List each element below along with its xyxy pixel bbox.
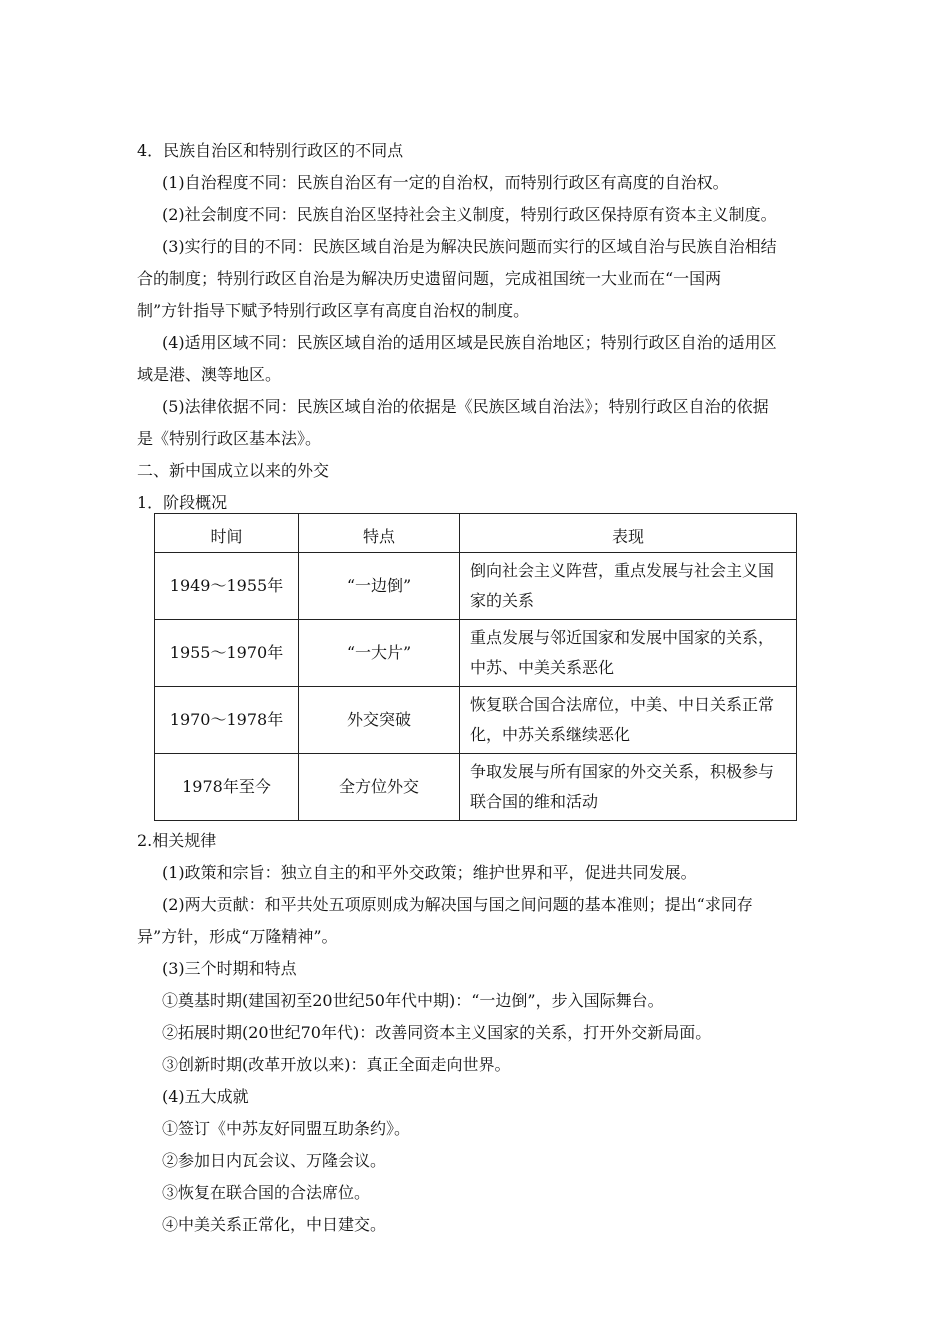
- paragraph-line: 是《特别行政区基本法》。: [137, 429, 322, 448]
- paragraph-line: ①奠基时期(建国初至20世纪50年代中期)：“一边倒”，步入国际舞台。: [162, 991, 664, 1010]
- paragraph-line: (1)自治程度不同：民族自治区有一定的自治权，而特别行政区有高度的自治权。: [162, 173, 729, 192]
- paragraph: [137, 953, 817, 985]
- paragraph: [137, 985, 817, 1017]
- paragraph-line: 合的制度；特别行政区自治是为解决历史遗留问题，完成祖国统一大业而在“一国两: [137, 269, 722, 288]
- paragraph: [137, 167, 817, 199]
- paragraph: [137, 199, 817, 231]
- column-header-time: 时间: [155, 514, 299, 553]
- table-row: [155, 620, 797, 687]
- cell-description-line: 倒向社会主义阵营，重点发展与社会主义国: [470, 561, 775, 580]
- paragraph-line: (2)两大贡献：和平共处五项原则成为解决国与国之间问题的基本准则；提出“求同存: [162, 895, 753, 914]
- paragraph-line: ②参加日内瓦会议、万隆会议。: [162, 1151, 387, 1170]
- column-header-feature: 特点: [299, 514, 460, 553]
- paragraph: [137, 1209, 817, 1241]
- cell-description: [460, 754, 797, 821]
- paragraph: [137, 1081, 817, 1113]
- cell-feature: 外交突破: [299, 687, 460, 754]
- paragraph: [137, 1145, 817, 1177]
- cell-description-line: 家的关系: [470, 591, 535, 610]
- table-row: [155, 754, 797, 821]
- cell-time: 1978年至今: [155, 754, 299, 821]
- paragraph-line: (1)政策和宗旨：独立自主的和平外交政策；维护世界和平，促进共同发展。: [162, 863, 697, 882]
- paragraph: [137, 1017, 817, 1049]
- paragraph: [137, 889, 817, 953]
- paragraph: [137, 1113, 817, 1145]
- paragraph-line: 异”方针，形成“万隆精神”。: [137, 927, 338, 946]
- paragraph-line: (3)三个时期和特点: [162, 959, 297, 978]
- cell-description-line: 重点发展与邻近国家和发展中国家的关系，: [470, 628, 775, 647]
- table-header-row: [155, 514, 797, 553]
- cell-description: [460, 553, 797, 620]
- cell-time: 1955～1970年: [155, 620, 299, 687]
- column-header-description: 表现: [460, 514, 797, 553]
- stage-table: [154, 513, 797, 821]
- paragraph: [137, 231, 817, 327]
- cell-description-line: 中苏、中美关系恶化: [470, 658, 615, 677]
- table-row: [155, 687, 797, 754]
- paragraph: [137, 1177, 817, 1209]
- cell-description-line: 争取发展与所有国家的外交关系，积极参与: [470, 762, 775, 781]
- cell-description-line: 联合国的维和活动: [470, 792, 599, 811]
- paragraph-line: ④中美关系正常化，中日建交。: [162, 1215, 387, 1234]
- subheading-stage-overview: 1．阶段概况: [137, 493, 228, 512]
- document-body: [137, 135, 817, 1241]
- section-heading-differences: 4．民族自治区和特别行政区的不同点: [137, 141, 404, 160]
- paragraph-line: ①签订《中苏友好同盟互助条约》。: [162, 1119, 411, 1138]
- paragraph-line: ②拓展时期(20世纪70年代)：改善同资本主义国家的关系，打开外交新局面。: [162, 1023, 712, 1042]
- cell-description-line: 化，中苏关系继续恶化: [470, 725, 631, 744]
- paragraph: [137, 1049, 817, 1081]
- paragraph-line: 制”方针指导下赋予特别行政区享有高度自治权的制度。: [137, 301, 530, 320]
- cell-feature: “一边倒”: [299, 553, 460, 620]
- paragraph: [137, 391, 817, 455]
- cell-feature: 全方位外交: [299, 754, 460, 821]
- paragraph-line: ③创新时期(改革开放以来)：真正全面走向世界。: [162, 1055, 511, 1074]
- paragraph: [137, 327, 817, 391]
- paragraph-line: (5)法律依据不同：民族区域自治的依据是《民族区域自治法》；特别行政区自治的依据: [162, 397, 769, 416]
- cell-description: [460, 620, 797, 687]
- cell-time: 1970～1978年: [155, 687, 299, 754]
- cell-feature: “一大片”: [299, 620, 460, 687]
- paragraph-line: (3)实行的目的不同：民族区域自治是为解决民族问题而实行的区域自治与民族自治相结: [162, 237, 777, 256]
- paragraph: [137, 857, 817, 889]
- paragraph-line: (2)社会制度不同：民族自治区坚持社会主义制度，特别行政区保持原有资本主义制度。: [162, 205, 777, 224]
- cell-description-line: 恢复联合国合法席位，中美、中日关系正常: [470, 695, 775, 714]
- paragraph-line: (4)适用区域不同：民族区域自治的适用区域是民族自治地区；特别行政区自治的适用区: [162, 333, 777, 352]
- table-row: [155, 553, 797, 620]
- paragraph-line: ③恢复在联合国的合法席位。: [162, 1183, 371, 1202]
- paragraph-line: (4)五大成就: [162, 1087, 249, 1106]
- section-heading-diplomacy: 二、新中国成立以来的外交: [137, 461, 330, 480]
- paragraph-line: 域是港、澳等地区。: [137, 365, 282, 384]
- cell-time: 1949～1955年: [155, 553, 299, 620]
- cell-description: [460, 687, 797, 754]
- subheading-related-patterns: 2.相关规律: [137, 831, 217, 850]
